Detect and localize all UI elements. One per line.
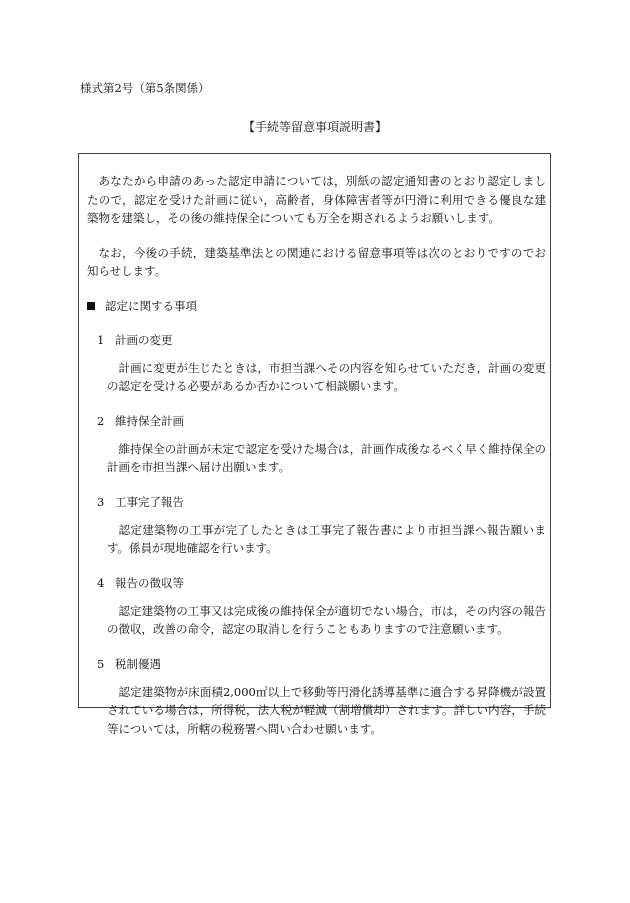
item-completion-report — [87, 493, 546, 558]
item-heading — [97, 655, 546, 673]
item-title: 維持保全計画 — [115, 413, 184, 428]
item-title: 税制優遇 — [115, 656, 161, 671]
item-maintenance-plan — [87, 412, 546, 477]
item-tax-incentive — [87, 655, 546, 739]
item-title: 計画の変更 — [115, 332, 173, 347]
black-square-icon — [87, 302, 95, 310]
item-body: 認定建築物の工事又は完成後の維持保全が適切でない場合，市は，その内容の報告の徴収，改善の命令，認定の取消しを行うこともありますので注意願います。 — [107, 603, 546, 636]
item-heading — [97, 493, 546, 511]
item-heading — [97, 412, 546, 430]
item-number: 3 — [97, 494, 105, 509]
content-box — [78, 153, 551, 736]
item-number: 1 — [97, 332, 105, 347]
item-report-collection — [87, 574, 546, 639]
intro-paragraph-1: あなたから申請のあった認定申請については，別紙の認定通知書のとおり認定しましたので，認定を受けた計画に従い，高齢者，身体障害者等が円滑に利用できる優良な建築物を建築し，その後の維持保全についても万全を期されるようお願いします。 — [87, 174, 546, 225]
section-heading — [87, 297, 546, 315]
form-number: 様式第2号（第5条関係） — [80, 81, 210, 95]
item-body: 計画に変更が生じたときは，市担当課へその内容を知らせていただき，計画の変更の認定を受ける必要があるか否かについて相談願います。 — [107, 360, 546, 393]
section-heading-label: 認定に関する事項 — [105, 298, 197, 313]
item-number: 5 — [97, 656, 105, 671]
item-heading — [97, 331, 546, 349]
item-body: 認定建築物の工事が完了したときは工事完了報告書により市担当課へ報告願います。係員が現地確認を行います。 — [107, 522, 546, 555]
document-title: 【手続等留意事項説明書】 — [242, 120, 387, 134]
item-body: 維持保全の計画が未定で認定を受けた場合は，計画作成後なるべく早く維持保全の計画を市担当課へ届け出願います。 — [107, 441, 546, 474]
item-number: 4 — [97, 575, 105, 590]
item-title: 工事完了報告 — [115, 494, 184, 509]
item-body: 認定建築物が床面積2,000㎡以上で移動等円滑化誘導基準に適合する昇降機が設置されている場合は，所得税，法人税が軽減（割増償却）されます。詳しい内容，手続等については，所轄の税務署へ問い合わせ願います。 — [107, 684, 546, 736]
item-heading — [97, 574, 546, 592]
intro-paragraph-2: なお，今後の手続，建築基準法との関連における留意事項等は次のとおりですのでお知らせします。 — [87, 245, 546, 278]
item-title: 報告の徴収等 — [115, 575, 184, 590]
item-number: 2 — [97, 413, 105, 428]
item-plan-change — [87, 331, 546, 396]
